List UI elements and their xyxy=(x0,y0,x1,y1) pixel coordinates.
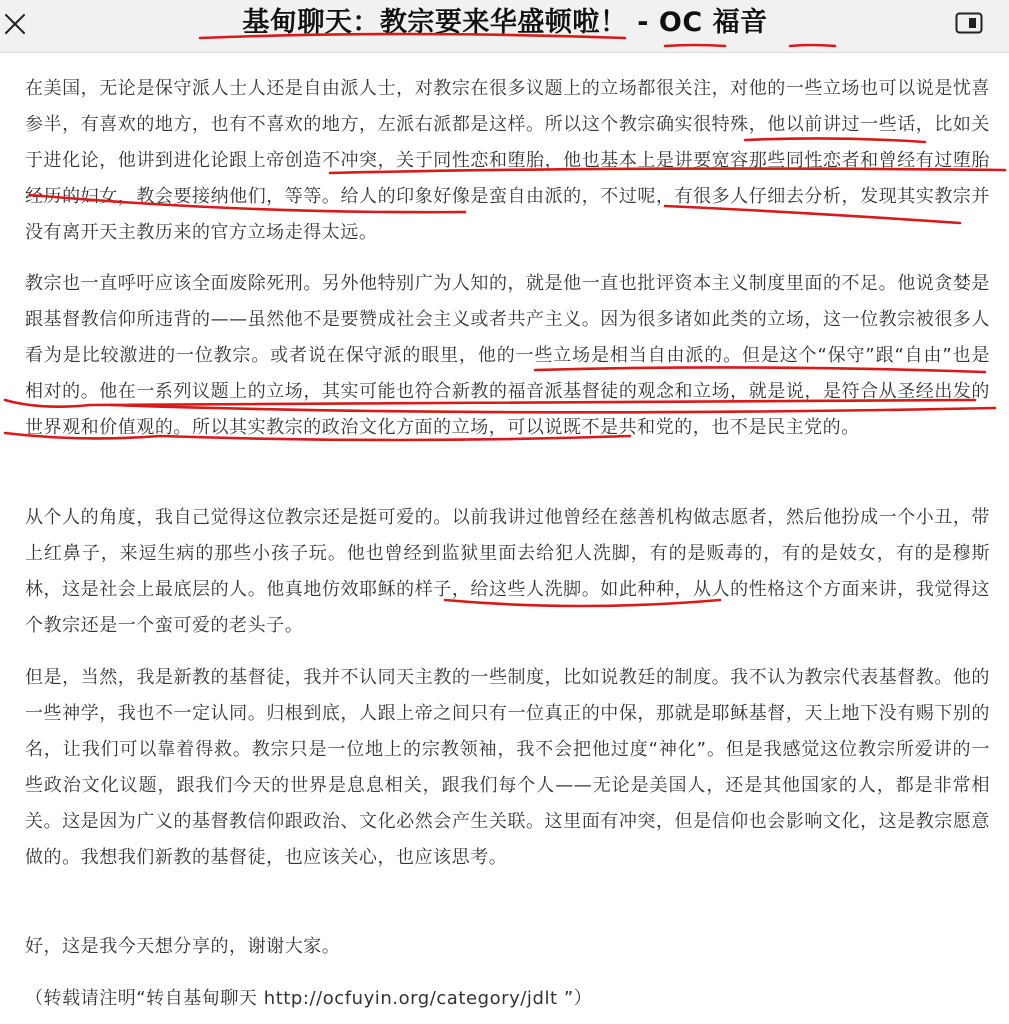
article-paragraph: 在美国，无论是保守派人士人还是自由派人士，对教宗在很多议题上的立场都很关注，对他的一些立场也可以说是忧喜参半，有喜欢的地方，也有不喜欢的地方，左派右派都是这样。所以这个教宗确实很特殊，他以前讲过一些话，比如关于进化论，他讲到进化论跟上帝创造不冲突，关于同性恋和堕胎，他也基本上是讲要宽容那些同性恋者和曾经有过堕胎经历的妇女，教会要接纳他们，等等。给人的印象好像是蛮自由派的，不过呢，有很多人仔细去分析，发现其实教宗并没有离开天主教历来的官方立场走得太远。 xyxy=(25,78,990,243)
page-title: 基甸聊天：教宗要来华盛顿啦！ - OC 福音 xyxy=(242,7,768,38)
window-icon xyxy=(955,12,983,34)
article-paragraph: 好，这是我今天想分享的，谢谢大家。 xyxy=(25,936,341,957)
article-paragraph: 教宗也一直呼吁应该全面废除死刑。另外他特别广为人知的，就是他一直也批评资本主义制度里面的不足。他说贪婪是跟基督教信仰所违背的——虽然他不是要赞成社会主义或者共产主义。因为很多诸如此类的立场，这一位教宗被很多人看为是比较激进的一位教宗。或者说在保守派的眼里，他的一些立场是相当自由派的。但是这个“保守”跟“自由”也是相对的。他在一系列议题上的立场，其实可能也符合新教的福音派基督徒的观念和立场，就是说，是符合从圣经出发的世界观和价值观的。所以其实教宗的政治文化方面的立场，可以说既不是共和党的，也不是民主党的。 xyxy=(25,273,990,438)
close-icon xyxy=(3,12,27,36)
title-bar xyxy=(0,0,1009,53)
article-paragraph: 但是，当然，我是新教的基督徒，我并不认同天主教的一些制度，比如说教廷的制度。我不认为教宗代表基督教。他的一些神学，我也不一定认同。归根到底，人跟上帝之间只有一位真正的中保，那就是耶稣基督，天上地下没有赐下别的名，让我们可以靠着得救。教宗只是一位地上的宗教领袖，我不会把他过度“神化”。但是我感觉这位教宗所爱讲的一些政治文化议题，跟我们今天的世界是息息相关，跟我们每个人——无论是美国人，还是其他国家的人，都是非常相关。这是因为广义的基督教信仰跟政治、文化必然会产生关联。这里面有冲突，但是信仰也会影响文化，这是教宗愿意做的。我想我们新教的基督徒，也应该关心，也应该思考。 xyxy=(25,667,990,868)
article-paragraph: 从个人的角度，我自己觉得这位教宗还是挺可爱的。以前我讲过他曾经在慈善机构做志愿者，然后他扮成一个小丑，带上红鼻子，来逗生病的那些小孩子玩。他也曾经到监狱里面去给犯人洗脚，有的是贩毒的，有的是妓女，有的是穆斯林，这是社会上最底层的人。他真地仿效耶稣的样子，给这些人洗脚。如此种种，从人的性格这个方面来讲，我觉得这个教宗还是一个蛮可爱的老头子。 xyxy=(25,507,990,636)
close-button[interactable] xyxy=(0,4,30,44)
window-button[interactable] xyxy=(954,11,984,35)
repost-notice: （转载请注明“转自基甸聊天 http://ocfuyin.org/category/jdlt ”） xyxy=(25,988,593,1009)
article-body xyxy=(0,52,1009,1024)
